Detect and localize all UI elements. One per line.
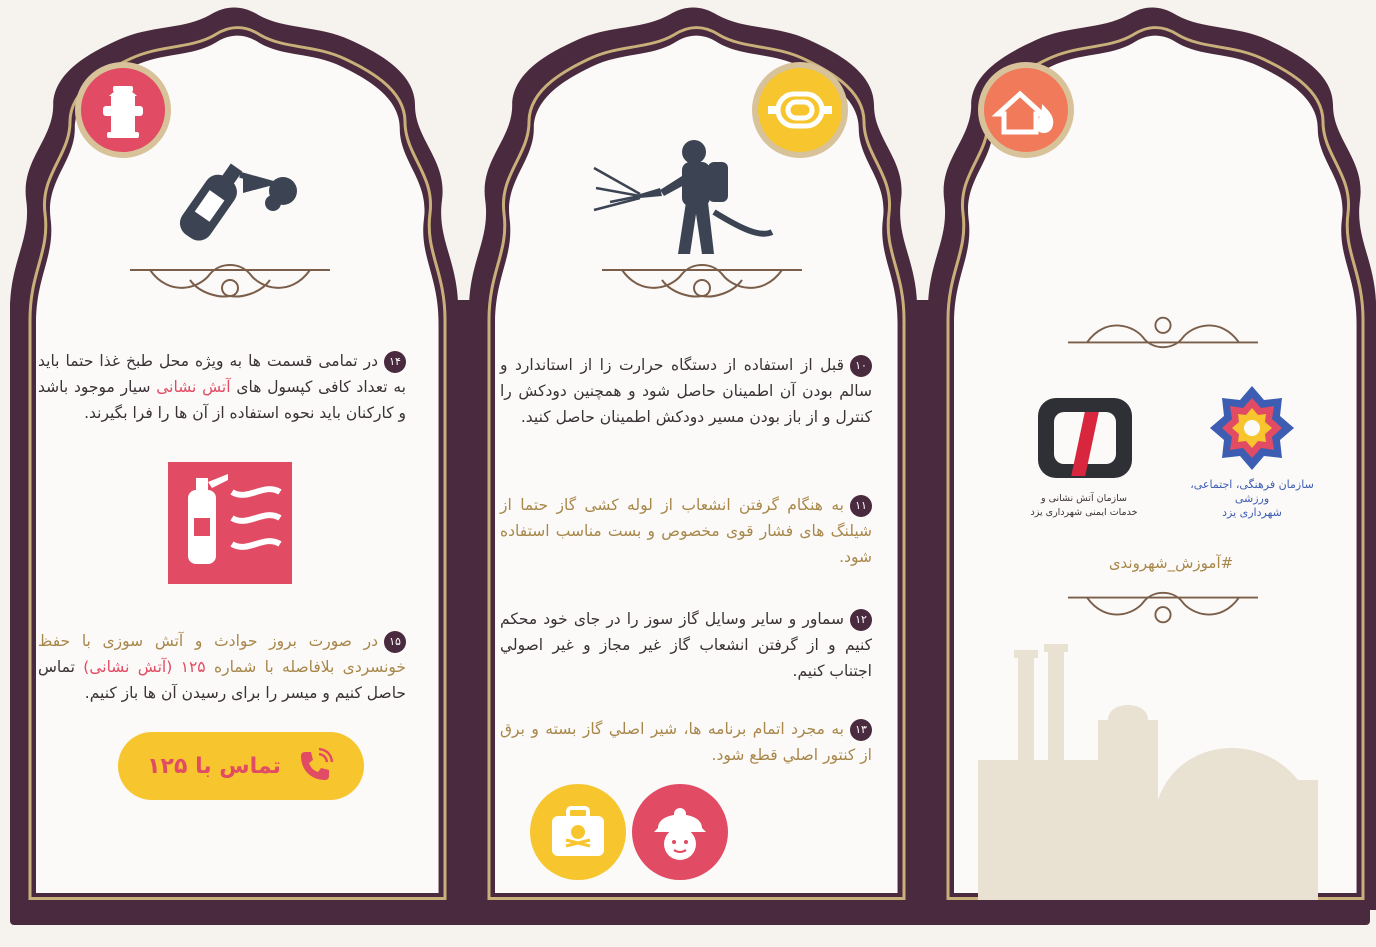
- call-125-button[interactable]: [118, 732, 364, 800]
- item-15-highlight: (آتش نشانی): [83, 658, 173, 676]
- fire-extinguisher-icon: [165, 145, 305, 245]
- item-15-text-after: تماس حاصل کنیم و میسر را برای رسیدن آن ها باز کنیم.: [38, 658, 406, 702]
- hashtag: #آموزش_شهروندی: [1108, 554, 1234, 572]
- phone-icon: [295, 746, 335, 786]
- ornament-left: [130, 258, 330, 306]
- ornament-right-top: [1068, 308, 1258, 354]
- item-13: [500, 716, 872, 768]
- ornament-middle: [602, 258, 802, 306]
- cultural-organization-caption: [1186, 478, 1318, 520]
- fire-organization-logo: [1038, 398, 1132, 478]
- fire-hydrant-icon: [75, 62, 171, 158]
- cultural-organization-logo: [1206, 382, 1298, 474]
- fire-organization-line1: سازمان آتش نشانی و: [1040, 493, 1128, 504]
- item-14-highlight: آتش نشانی: [156, 378, 231, 396]
- firefighter-spraying-icon: [590, 128, 800, 258]
- fire-organization-caption: [1014, 492, 1154, 520]
- item-12: [500, 606, 872, 684]
- cultural-organization-line1: سازمان فرهنگی، اجتماعی، ورزشی: [1190, 478, 1314, 505]
- item-13-number: ۱۳: [850, 719, 872, 741]
- item-12-text: سماور و سایر وسایل گاز سوز را در جای خود محکم کنیم و از گرفتن انشعاب گاز غیر مجاز و غیر اصولي اجتناب کنیم.: [500, 610, 872, 680]
- item-11: [500, 492, 872, 570]
- item-12-number: ۱۲: [850, 609, 872, 631]
- item-15-text-gold: در صورت بروز حوادث و آتش سوزی با حفظ خونسردی بلافاصله با شماره: [38, 632, 407, 676]
- item-11-text: به هنگام گرفتن انشعاب از لوله کشی گاز حتما از شیلنگ های فشار قوی مخصوص و بست مناسب استفاده شود.: [500, 496, 872, 566]
- call-button-label: تماس با ۱۲۵: [147, 753, 281, 779]
- item-13-text: به مجرد اتمام برنامه ها، شیر اصلي گاز بسته و برق از کنتور اصلي قطع شود.: [500, 720, 872, 764]
- item-14-number: ۱۴: [384, 351, 406, 373]
- item-11-number: ۱۱: [850, 495, 872, 517]
- item-15: [38, 628, 406, 706]
- firefighter-helmet-icon: [632, 784, 728, 880]
- house-fire-icon: [978, 62, 1074, 158]
- mosque-silhouette: [958, 630, 1366, 900]
- toxic-kit-icon: [530, 784, 626, 880]
- item-14-text-after: سیار موجود باشد و کارکنان باید نحوه استفاده از آن ها را فرا بگیرند.: [38, 378, 406, 422]
- cultural-organization-line2: شهرداری یزد: [1222, 506, 1282, 519]
- item-15-number: ۱۵: [384, 631, 406, 653]
- ornament-right-bottom: [1068, 586, 1258, 632]
- fire-organization-line2: خدمات ایمنی شهرداری یزد: [1030, 507, 1138, 518]
- item-10-number: ۱۰: [850, 355, 872, 377]
- item-14-text-before: در تمامی قسمت ها به ویژه محل طبخ غذا حتما باید به تعداد کافی کپسول های: [38, 352, 406, 396]
- item-10: [500, 352, 872, 430]
- item-15-number-125: ۱۲۵: [180, 658, 206, 676]
- fire-extinguisher-sign-icon: [168, 462, 292, 584]
- item-14: [38, 348, 406, 426]
- item-10-text: قبل از استفاده از دستگاه حرارت زا از استاندارد و سالم بودن آن اطمینان حاصل شود و همچنین دودکش را کنترل و از باز بودن مسیر دودکش اطمینان حاصل کنید.: [500, 356, 872, 426]
